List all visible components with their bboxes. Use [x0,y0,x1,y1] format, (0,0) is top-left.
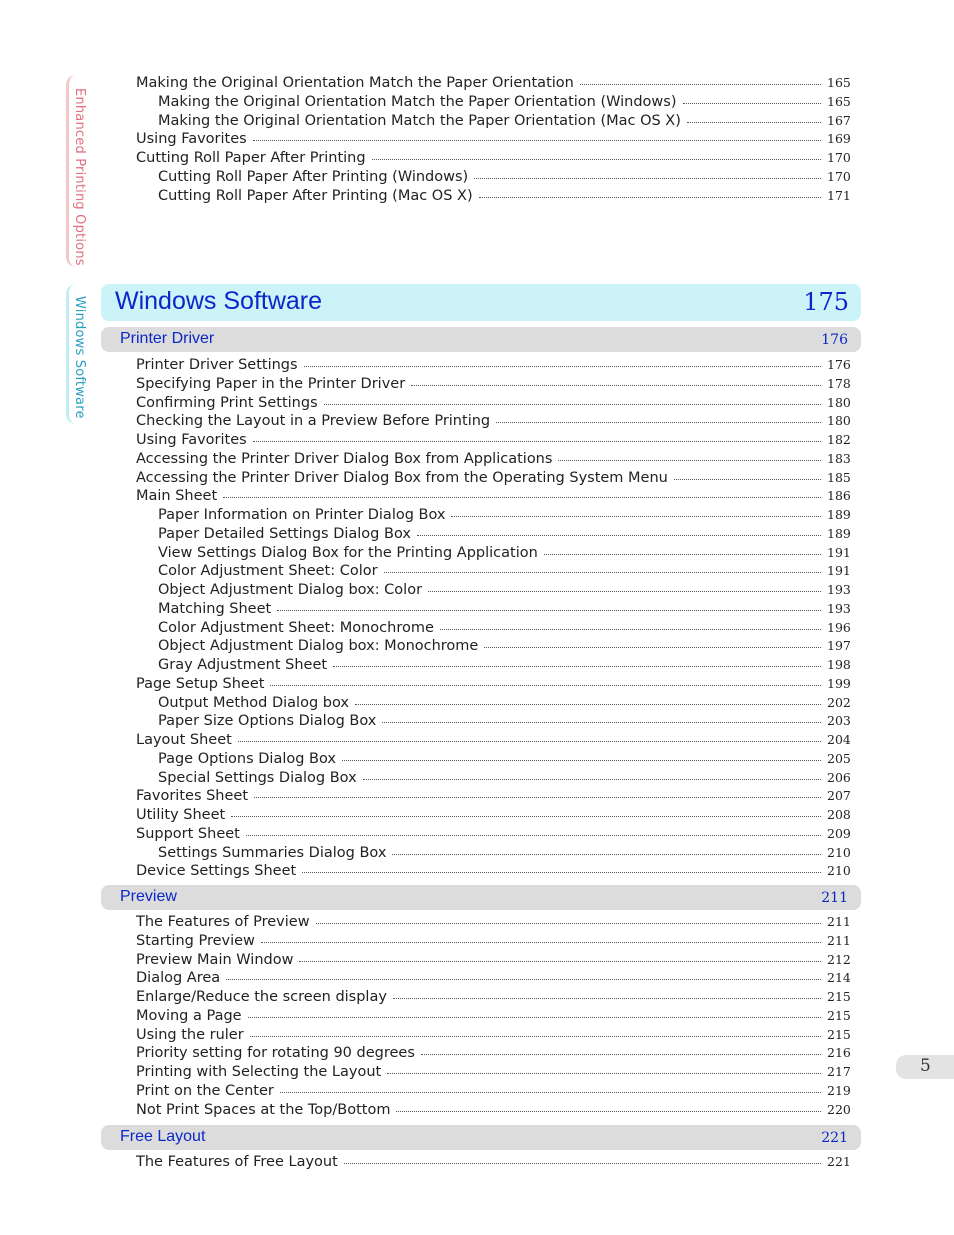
toc-entry-title: Dialog Area [136,970,221,987]
toc-entry-page: 178 [827,375,851,391]
toc-entry-page: 220 [827,1101,851,1117]
toc-entry[interactable] [158,749,849,768]
toc-entry-title: Color Adjustment Sheet: Monochrome [158,619,434,636]
dot-leader [246,825,821,836]
toc-entry[interactable] [158,561,849,580]
section-heading-printer-driver[interactable] [101,327,861,352]
toc-entry[interactable] [158,580,849,599]
dot-leader [250,1026,821,1037]
toc-entry-page: 167 [827,112,851,128]
toc-entry[interactable] [158,655,849,674]
toc-entry[interactable] [158,167,849,186]
dot-leader [355,694,821,705]
toc-entry[interactable] [136,1043,849,1062]
toc-entry[interactable] [136,430,849,449]
page-number-tab [896,1055,954,1079]
toc-entry-title: Specifying Paper in the Printer Driver [136,375,406,392]
toc-entry[interactable] [158,599,849,618]
section-page: 211 [821,890,848,906]
toc-entry-page: 185 [827,469,851,485]
toc-entry[interactable] [136,931,849,950]
toc-entry[interactable] [136,674,849,693]
toc-entry[interactable] [136,824,849,843]
dot-leader [417,525,821,536]
toc-entry[interactable] [158,618,849,637]
toc-entry-page: 180 [827,394,851,410]
dot-leader [384,562,821,573]
toc-entry-title: Object Adjustment Dialog box: Color [158,582,423,598]
toc-entry-title: Moving a Page [136,1007,242,1024]
dot-leader [387,1063,821,1074]
toc-entry-title: Accessing the Printer Driver Dialog Box from Applications [136,450,553,467]
toc-entry-page: 215 [827,989,851,1004]
toc-entry[interactable] [136,73,849,92]
side-tab-windows-software-label: Windows Software [72,296,87,419]
toc-entry-page: 189 [827,525,851,541]
toc-entry-page: 216 [827,1045,851,1061]
toc-entry-page: 193 [827,582,851,597]
toc-entry-page: 212 [827,951,851,967]
toc-entry[interactable] [158,636,849,655]
toc-entry-page: 217 [827,1064,851,1079]
toc-entry-title: Using the ruler [136,1026,244,1043]
toc-entry-title: The Features of Free Layout [136,1154,338,1170]
toc-entry[interactable] [158,92,849,111]
dot-leader [238,731,821,742]
toc-entry[interactable] [136,1152,849,1171]
toc-entry[interactable] [136,374,849,393]
toc-entry-page: 221 [827,1154,851,1169]
toc-entry[interactable] [136,1081,849,1100]
dot-leader [683,93,822,104]
dot-leader [261,932,821,943]
dot-leader [411,375,821,386]
toc-entry[interactable] [136,987,849,1006]
dot-leader [253,130,821,141]
toc-entry-title: Support Sheet [136,825,240,842]
toc-entry-page: 189 [827,507,851,522]
toc-entry-page: 211 [827,914,851,929]
toc-entry-page: 208 [827,807,851,822]
toc-entry[interactable] [136,805,849,824]
toc-entry[interactable] [136,786,849,805]
dot-leader [496,412,821,423]
toc-entry-title: Paper Information on Printer Dialog Box [158,507,446,523]
page-number: 5 [920,1056,931,1076]
toc-entry-title: Cutting Roll Paper After Printing [136,150,366,166]
dot-leader [342,750,821,761]
toc-entry-title: Matching Sheet [158,600,272,617]
toc-entry-page: 191 [827,563,851,579]
toc-entry[interactable] [158,711,849,730]
toc-entry-title: Page Options Dialog Box [158,750,337,767]
toc-entry[interactable] [136,411,849,430]
toc-entry-title: Gray Adjustment Sheet [158,657,328,673]
toc-entry-title: Cutting Roll Paper After Printing (Windows) [158,168,469,185]
toc-entry-page: 198 [827,657,851,672]
dot-leader [253,431,821,442]
toc-entry-title: Making the Original Orientation Match the Paper Orientation [136,75,574,91]
toc-entry-page: 196 [827,619,851,635]
dot-leader [479,187,821,198]
toc-entry-title: Device Settings Sheet [136,863,297,880]
toc-entry-page: 169 [827,131,851,147]
dot-leader [382,712,821,723]
dot-leader [333,656,821,667]
toc-entry[interactable] [158,505,849,524]
toc-entry-page: 197 [827,638,851,654]
dot-leader [280,1082,821,1093]
dot-leader [392,844,821,855]
dot-leader [299,951,821,962]
dot-leader [580,74,821,85]
dot-leader [674,469,821,480]
toc-entry-title: Printer Driver Settings [136,357,298,373]
toc-entry-title: Cutting Roll Paper After Printing (Mac OS X) [158,187,473,204]
toc-entry-title: Print on the Center [136,1082,274,1099]
toc-entry-title: Checking the Layout in a Preview Before Printing [136,413,491,430]
toc-entry-page: 165 [827,75,851,90]
toc-entry-title: Layout Sheet [136,732,232,748]
toc-entry-title: Special Settings Dialog Box [158,769,357,786]
toc-entry-title: Main Sheet [136,488,218,505]
toc-entry-page: 210 [827,863,851,879]
toc-entry-title: Confirming Print Settings [136,394,318,411]
dot-leader [393,988,821,999]
toc-entry-page: 171 [827,187,851,203]
dot-leader [302,862,821,873]
section-title: Preview [120,888,177,905]
toc-entry-title: Making the Original Orientation Match the Paper Orientation (Mac OS X) [158,112,681,129]
dot-leader [474,168,821,179]
dot-leader [231,806,821,817]
toc-entry-page: 199 [827,675,851,691]
toc-entry-page: 215 [827,1026,851,1042]
toc-entry[interactable] [158,111,849,130]
toc-entry-title: Utility Sheet [136,807,226,823]
toc-entry-title: Page Setup Sheet [136,675,265,692]
toc-entry-page: 170 [827,150,851,165]
dot-leader [558,450,821,461]
dot-leader [363,769,821,780]
toc-entry[interactable] [136,968,849,987]
toc-entry-title: View Settings Dialog Box for the Printing Application [158,544,538,561]
section-heading-free-layout[interactable] [101,1125,861,1150]
toc-entry-page: 180 [827,413,851,429]
toc-entry[interactable] [158,693,849,712]
toc-entry-page: 206 [827,769,851,785]
dot-leader [440,619,821,630]
toc-entry[interactable] [136,129,849,148]
dot-leader [223,487,821,498]
toc-entry[interactable] [136,912,849,931]
toc-entry-title: Settings Summaries Dialog Box [158,844,387,861]
toc-entry-title: Priority setting for rotating 90 degrees [136,1045,415,1062]
toc-entry-page: 204 [827,732,851,747]
section-page: 176 [821,332,848,348]
toc-entry-title: Output Method Dialog box [158,694,349,711]
toc-entry-title: Preview Main Window [136,951,294,968]
toc-entry[interactable] [136,355,849,374]
toc-entry-page: 211 [827,932,851,948]
toc-entry[interactable] [158,768,849,787]
toc-entry-page: 176 [827,357,851,372]
toc-entry[interactable] [158,186,849,205]
toc-entry[interactable] [136,468,849,487]
dot-leader [254,787,821,798]
toc-entry-title: Not Print Spaces at the Top/Bottom [136,1101,391,1118]
toc-entry-page: 186 [827,488,851,504]
toc-entry[interactable] [136,1025,849,1044]
toc-entry[interactable] [136,393,849,412]
section-title: Printer Driver [120,330,215,347]
toc-entry-title: Printing with Selecting the Layout [136,1064,382,1080]
toc-entry[interactable] [136,148,849,167]
toc-entry-page: 205 [827,750,851,766]
toc-entry-title: Object Adjustment Dialog box: Monochrome [158,638,479,655]
toc-entry-title: Favorites Sheet [136,788,249,805]
toc-entry-title: Starting Preview [136,932,255,949]
dot-leader [304,356,821,367]
toc-entry-page: 183 [827,450,851,466]
toc-entry-page: 209 [827,825,851,841]
toc-entry-title: The Features of Preview [136,914,310,930]
toc-entry-page: 193 [827,600,851,616]
toc-entry[interactable] [136,730,849,749]
toc-entry[interactable] [158,543,849,562]
toc-entry-page: 210 [827,844,851,860]
dot-leader [344,1153,821,1164]
toc-entry-page: 170 [827,168,851,184]
toc-entry-page: 214 [827,970,851,986]
toc-entry-title: Making the Original Orientation Match the Paper Orientation (Windows) [158,93,677,110]
dot-leader [421,1044,821,1055]
toc-entry-page: 182 [827,432,851,447]
toc-entry-title: Color Adjustment Sheet: Color [158,563,378,580]
dot-leader [687,112,821,123]
section-heading-preview[interactable] [101,885,861,910]
toc-entry[interactable] [136,449,849,468]
toc-entry-title: Accessing the Printer Driver Dialog Box from the Operating System Menu [136,469,668,486]
toc-entry-page: 191 [827,544,851,560]
dot-leader [372,149,821,160]
toc-entry-page: 215 [827,1007,851,1023]
toc-entry-title: Using Favorites [136,131,247,148]
dot-leader [316,913,821,924]
chapter-heading[interactable] [101,284,861,321]
section-title: Free Layout [120,1128,206,1145]
side-tab-enhanced-printing-label: Enhanced Printing Options [72,88,87,266]
toc-entry-page: 202 [827,694,851,710]
dot-leader [277,600,821,611]
toc-entry[interactable] [136,950,849,969]
chapter-page: 175 [803,288,849,316]
toc-entry-title: Paper Size Options Dialog Box [158,713,377,730]
toc-entry-page: 203 [827,713,851,729]
dot-leader [226,969,821,980]
dot-leader [270,675,821,686]
toc-entry-page: 219 [827,1082,851,1098]
toc-entry[interactable] [136,1006,849,1025]
dot-leader [396,1101,821,1112]
toc-entry[interactable] [136,1100,849,1119]
toc-entry[interactable] [136,486,849,505]
toc-entry-title: Using Favorites [136,432,247,448]
toc-entry[interactable] [136,861,849,880]
toc-entry-title: Enlarge/Reduce the screen display [136,989,387,1005]
dot-leader [324,394,821,405]
toc-entry[interactable] [158,524,849,543]
section-page: 221 [821,1130,848,1146]
dot-leader [451,506,821,517]
toc-entry-page: 207 [827,788,851,804]
toc-entry[interactable] [158,843,849,862]
dot-leader [484,637,821,648]
toc-entry[interactable] [136,1062,849,1081]
dot-leader [248,1007,821,1018]
toc-entry-page: 165 [827,93,851,109]
dot-leader [428,581,821,592]
toc-entry-title: Paper Detailed Settings Dialog Box [158,525,411,542]
chapter-title: Windows Software [115,287,323,315]
dot-leader [544,544,821,555]
